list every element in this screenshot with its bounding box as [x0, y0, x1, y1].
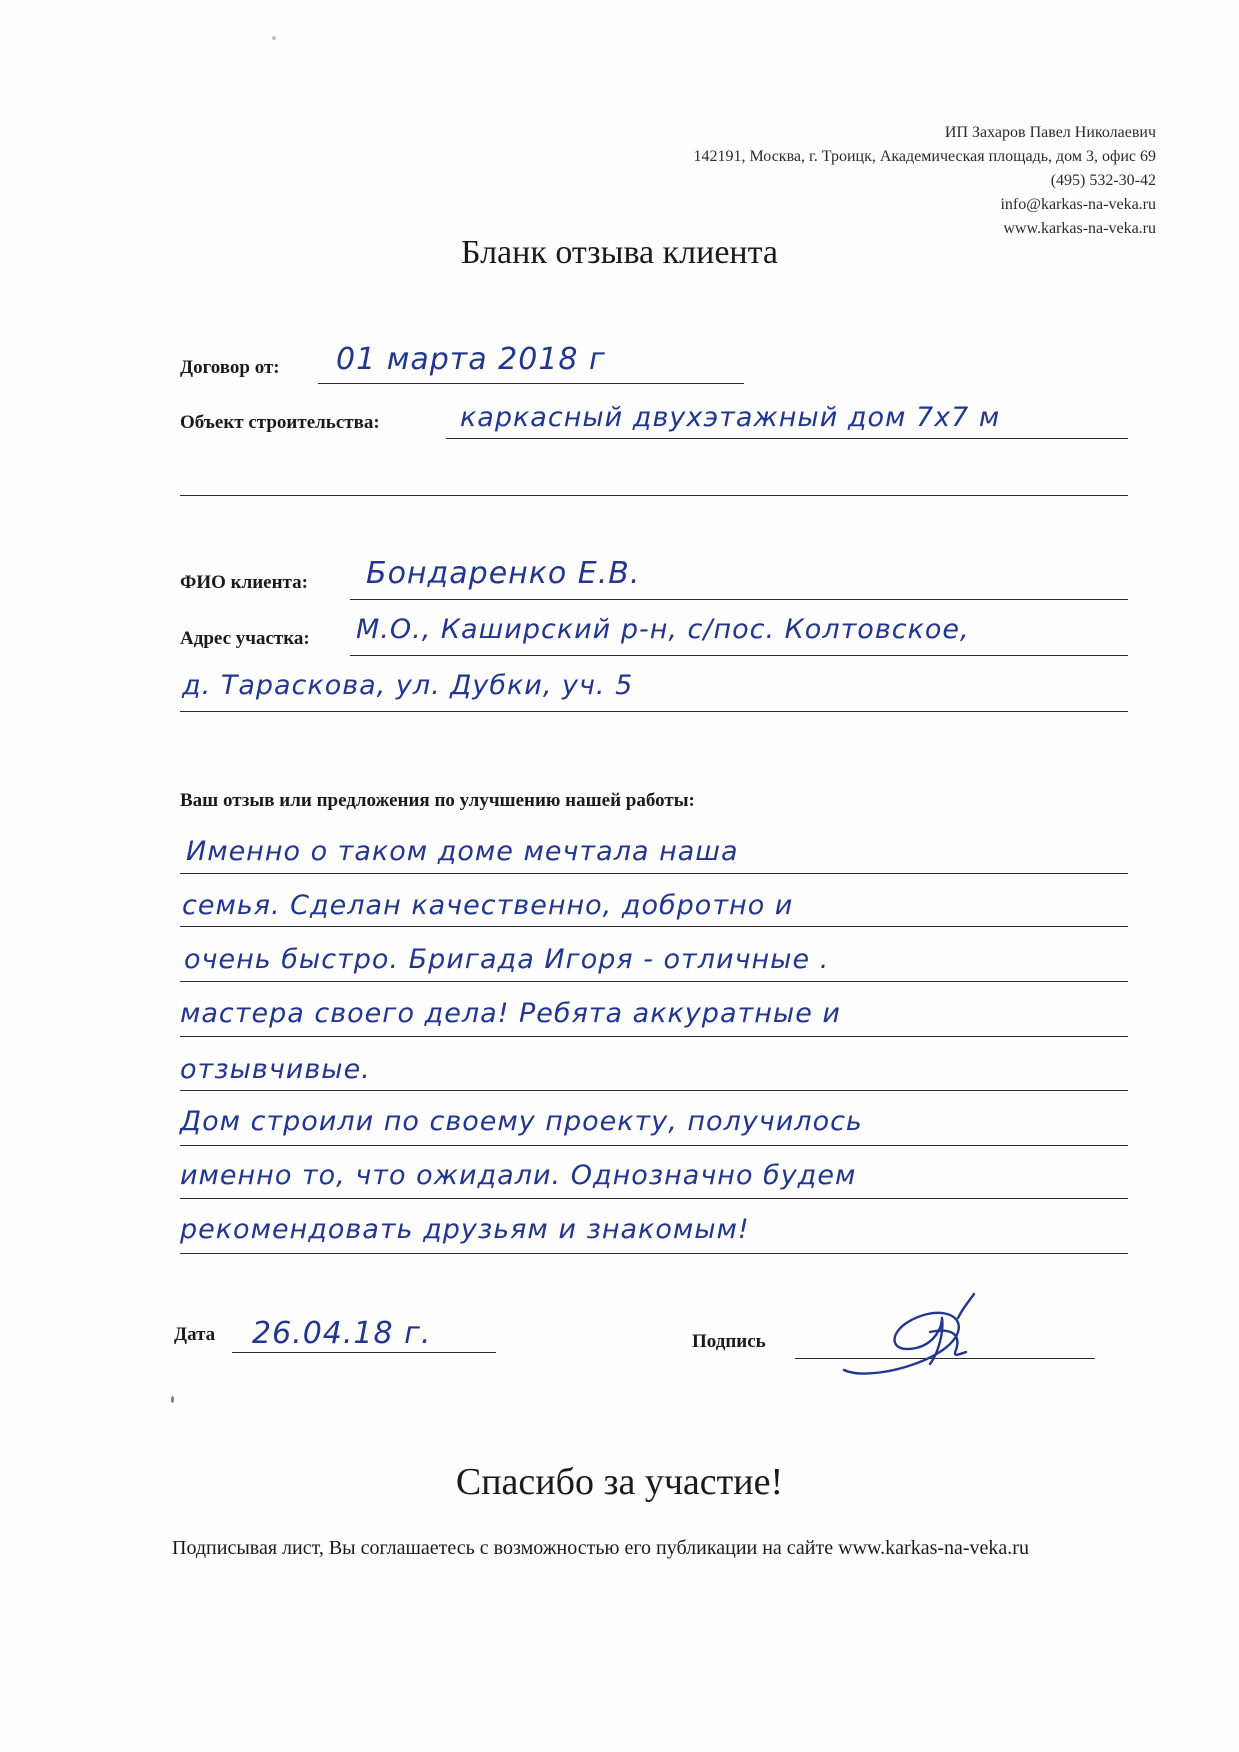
- feedback-handwritten-line: именно то, что ожидали. Однозначно будем: [180, 1160, 857, 1191]
- feedback-rule-6: [180, 1145, 1128, 1146]
- date-label: Дата: [174, 1324, 216, 1345]
- contract-handwritten: 01 марта 2018 г: [336, 342, 606, 377]
- contract-label: Договор от:: [180, 357, 280, 378]
- client-rule: [350, 599, 1128, 600]
- feedback-rule-2: [180, 926, 1128, 927]
- client-label: ФИО клиента:: [180, 572, 308, 593]
- feedback-rule-7: [180, 1198, 1128, 1199]
- thanks-heading: Спасибо за участие!: [455, 1461, 784, 1503]
- form-title: Бланк отзыва клиента: [461, 234, 778, 271]
- client-handwritten: Бондаренко Е.В.: [366, 556, 641, 591]
- company-address: 142191, Москва, г. Троицк, Академическая площадь, дом 3, офис 69: [693, 148, 1156, 165]
- company-contact-block: [693, 121, 1156, 241]
- company-email: info@karkas-na-veka.ru: [1000, 196, 1156, 213]
- feedback-handwritten-line: очень быстро. Бригада Игоря - отличные .: [184, 944, 830, 975]
- object-rule: [446, 438, 1128, 439]
- feedback-handwritten-line: семья. Сделан качественно, добротно и: [182, 890, 794, 921]
- consent-text: Подписывая лист, Вы соглашаетесь с возможностью его публикации на сайте www.karkas-na-veka.ru: [172, 1537, 1029, 1559]
- feedback-rule-3: [180, 981, 1128, 982]
- address-handwritten-line2: д. Тараскова, ул. Дубки, уч. 5: [182, 670, 634, 701]
- address-label: Адрес участка:: [180, 628, 310, 649]
- feedback-handwritten-line: Дом строили по своему проекту, получилось: [180, 1106, 863, 1137]
- object-label: Объект строительства:: [180, 412, 380, 433]
- object-handwritten: каркасный двухэтажный дом 7х7 м: [460, 402, 1001, 433]
- feedback-handwritten-line: Именно о таком доме мечтала наша: [186, 836, 739, 867]
- address-handwritten-line1: М.О., Каширский р-н, с/пос. Колтовское,: [356, 614, 970, 645]
- company-name: ИП Захаров Павел Николаевич: [944, 124, 1156, 141]
- feedback-label: Ваш отзыв или предложения по улучшению нашей работы:: [180, 790, 695, 811]
- signature-label: Подпись: [692, 1331, 766, 1352]
- company-phone: (495) 532-30-42: [1050, 172, 1156, 189]
- feedback-rule-1: [180, 873, 1128, 874]
- feedback-handwritten-line: рекомендовать друзьям и знакомым!: [180, 1214, 750, 1245]
- address-rule-2: [180, 711, 1128, 712]
- feedback-handwritten-line: мастера своего дела! Ребята аккуратные и: [180, 998, 841, 1029]
- handwritten-signature: [838, 1292, 998, 1382]
- contract-rule: [318, 383, 744, 384]
- feedback-rule-8: [180, 1253, 1128, 1254]
- scan-speck: [171, 1396, 174, 1403]
- feedback-rule-5: [180, 1090, 1128, 1091]
- feedback-rule-4: [180, 1036, 1128, 1037]
- date-rule: [232, 1352, 496, 1353]
- company-website: www.karkas-na-veka.ru: [1003, 220, 1156, 237]
- object-rule-2: [180, 495, 1128, 496]
- feedback-handwritten-line: отзывчивые.: [180, 1054, 371, 1085]
- scan-speck: [272, 36, 276, 40]
- date-handwritten: 26.04.18 г.: [252, 1316, 432, 1351]
- address-rule: [350, 655, 1128, 656]
